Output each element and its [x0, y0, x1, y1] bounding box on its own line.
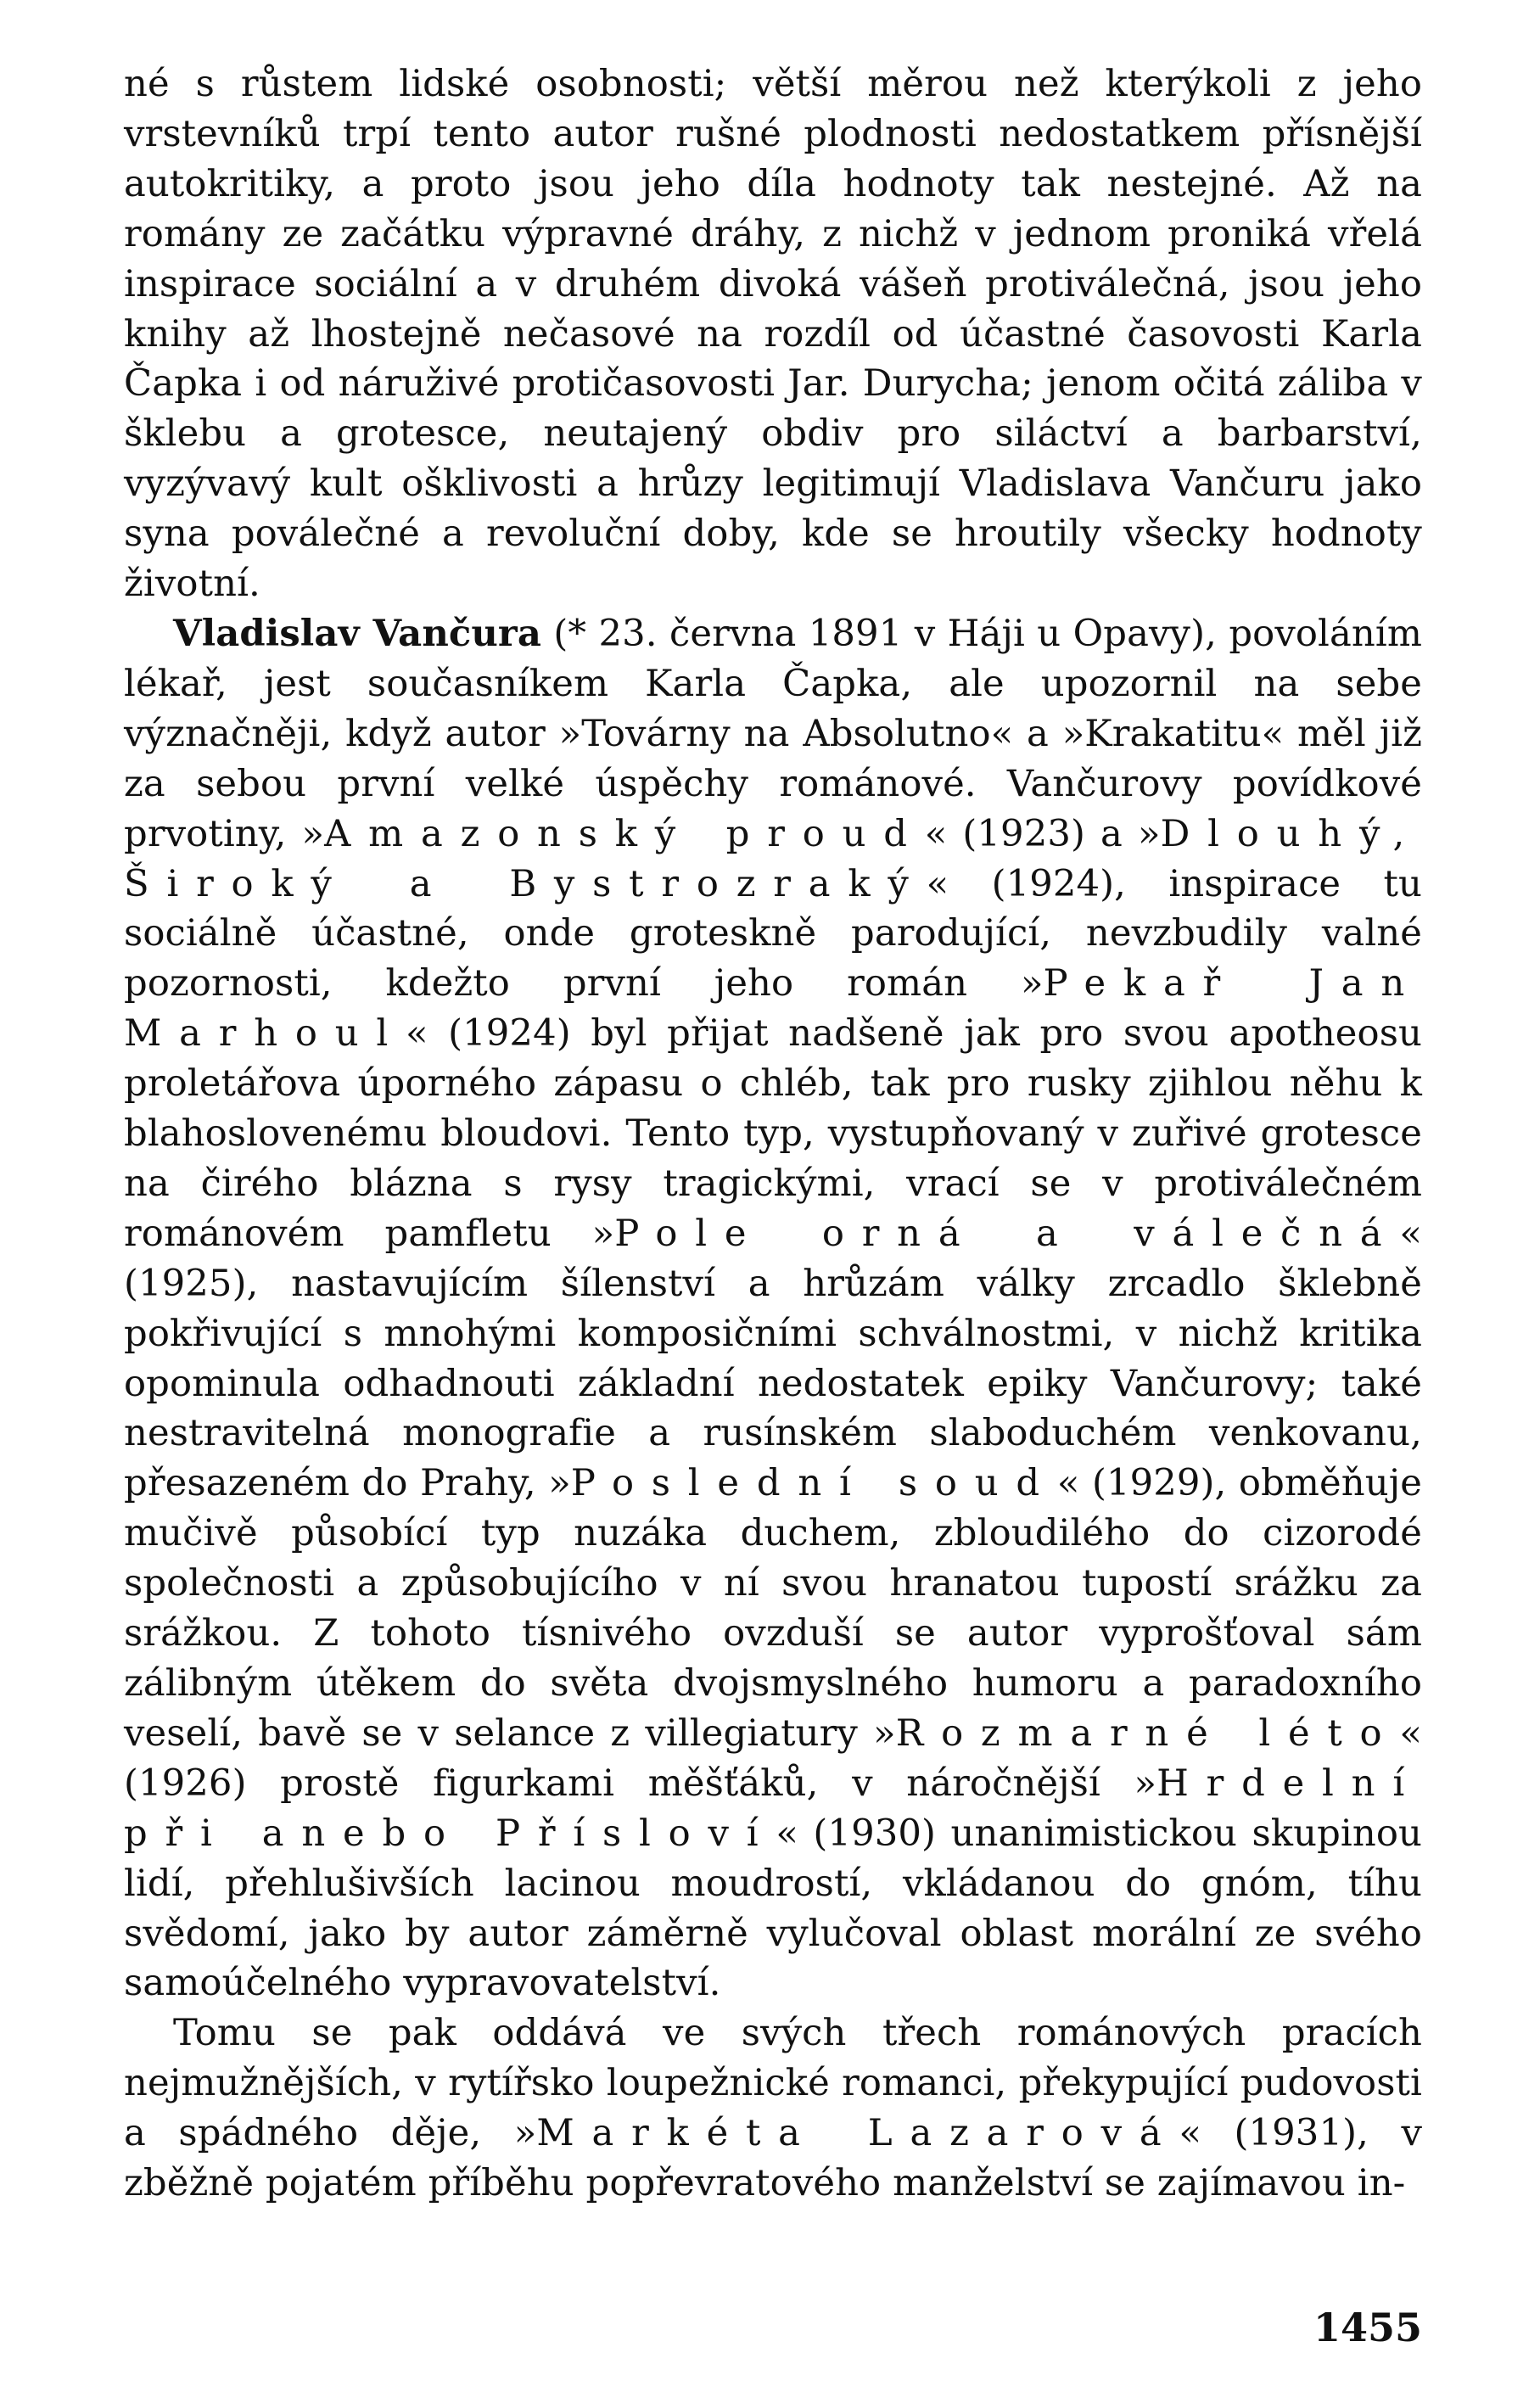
paragraph-3 — [124, 2008, 1422, 2209]
paragraph-text: né s růstem lidské osobnosti; větší měrou než kterýkoli z jeho vrstevníků trpí tento autor rušné plodnosti nedostatkem přísnější autokritiky, a proto jsou jeho díla hodnoty tak nestejné. Až na romány ze začátku výpravné dráhy, z nichž v jednom proniká vřelá inspirace sociální a v druhém divoká vášeň protiválečná, jsou jeho knihy až lhostejně nečasové na rozdíl od účastné časovosti Karla Čapka i od náruživé protičasovosti Jar. Durycha; jenom očitá záliba v šklebu a grotesce, neutajený obdiv pro siláctví a barbarství, vyzývavý kult ošklivosti a hrůzy legitimují Vladislava Vančuru jako syna poválečné a revoluční doby, kde se hroutily všecky hodnoty životní. — [124, 63, 1422, 606]
author-name: Vladislav Vančura — [173, 611, 542, 655]
paragraph-text: « (1926) prostě figurkami měšťáků, v náročnější » — [124, 1711, 1422, 1805]
work-title: Markéta Lazarová — [536, 2112, 1179, 2155]
paragraph-text: « (1924) byl přijat nadšeně jak pro svou apotheosu proletářova úporného zápasu o chléb, tak pro rusky zjihlou něhu k blahoslovenému bloudovi. Tento typ, vystupňovaný v zuřivé grotesce na čirého blázna s rysy tragickými, vrací se v protiválečném románovém pamfletu » — [124, 1012, 1422, 1255]
work-title: Amazonský proud — [324, 812, 925, 855]
work-title: Dlouhý, Široký a Bystrozraký — [124, 812, 1422, 905]
paragraph-text: « (1924), inspirace tu sociálně účastné, onde groteskně parodující, nevzbudily valné pozornosti, kdežto první jeho román » — [124, 862, 1422, 1005]
paragraph-text: « (1929), obměňuje mučivě působící typ nuzáka duchem, zbloudilého do cizorodé společnosti a způsobujícího v ní svou hranatou tupostí srážku za srážkou. Z tohoto tísnivého ovzduší se autor vyprošťoval sám zálibným útěkem do světa dvojsmyslného humoru a paradoxního veselí, bavě se v selance z villegiatury » — [124, 1462, 1422, 1755]
paragraph-text: « (1923) a » — [924, 812, 1161, 855]
paragraph-1 — [124, 59, 1422, 609]
page-number: 1455 — [1313, 2305, 1422, 2350]
paragraph-2 — [124, 609, 1422, 2008]
paragraph-text: « (1931), v zběžně pojatém příběhu popřevratového manželství se zajímavou in- — [124, 2112, 1423, 2205]
paragraph-text: (* 23. června 1891 v Háji u Opavy), povoláním lékař, jest současníkem Karla Čapka, ale upozornil na sebe význačněji, když autor »Továrny na Absolutno« a »Krakatitu« měl již za sebou první velké úspěchy románové. Vančurovy povídkové prvotiny, » — [124, 612, 1422, 855]
work-title: Hrdelní při anebo Přísloví — [124, 1762, 1422, 1855]
book-page — [124, 59, 1422, 2384]
work-title: Poslední soud — [570, 1462, 1057, 1505]
paragraph-text: « (1925), nastavujícím šílenství a hrůzám války zrcadlo šklebně pokřivující s mnohými komposičními schválnostmi, v nichž kritika opominula odhadnouti základní nedostatek epiky Vančurovy; také nestravitelná monografie a rusínském slaboduchém venkovanu, přesazeném do Prahy, » — [124, 1212, 1422, 1505]
work-title: Pole orná a válečná — [614, 1212, 1400, 1255]
paragraph-text: Tomu se pak oddává ve svých třech románových pracích nejmužnějších, v rytířsko loupežnické romanci, překypující pudovosti a spádného děje, » — [124, 2012, 1422, 2155]
body-text — [124, 59, 1422, 2209]
work-title: Pekař Jan Marhoul — [124, 962, 1422, 1056]
paragraph-text: « (1930) unanimistickou skupinou lidí, přehlušivších lacinou moudrostí, vkládanou do gnóm, tíhu svědomí, jako by autor záměrně vylučoval oblast morální ze svého samoúčelného vypravovatelství. — [124, 1812, 1423, 2005]
work-title: Rozmarné léto — [895, 1711, 1400, 1755]
